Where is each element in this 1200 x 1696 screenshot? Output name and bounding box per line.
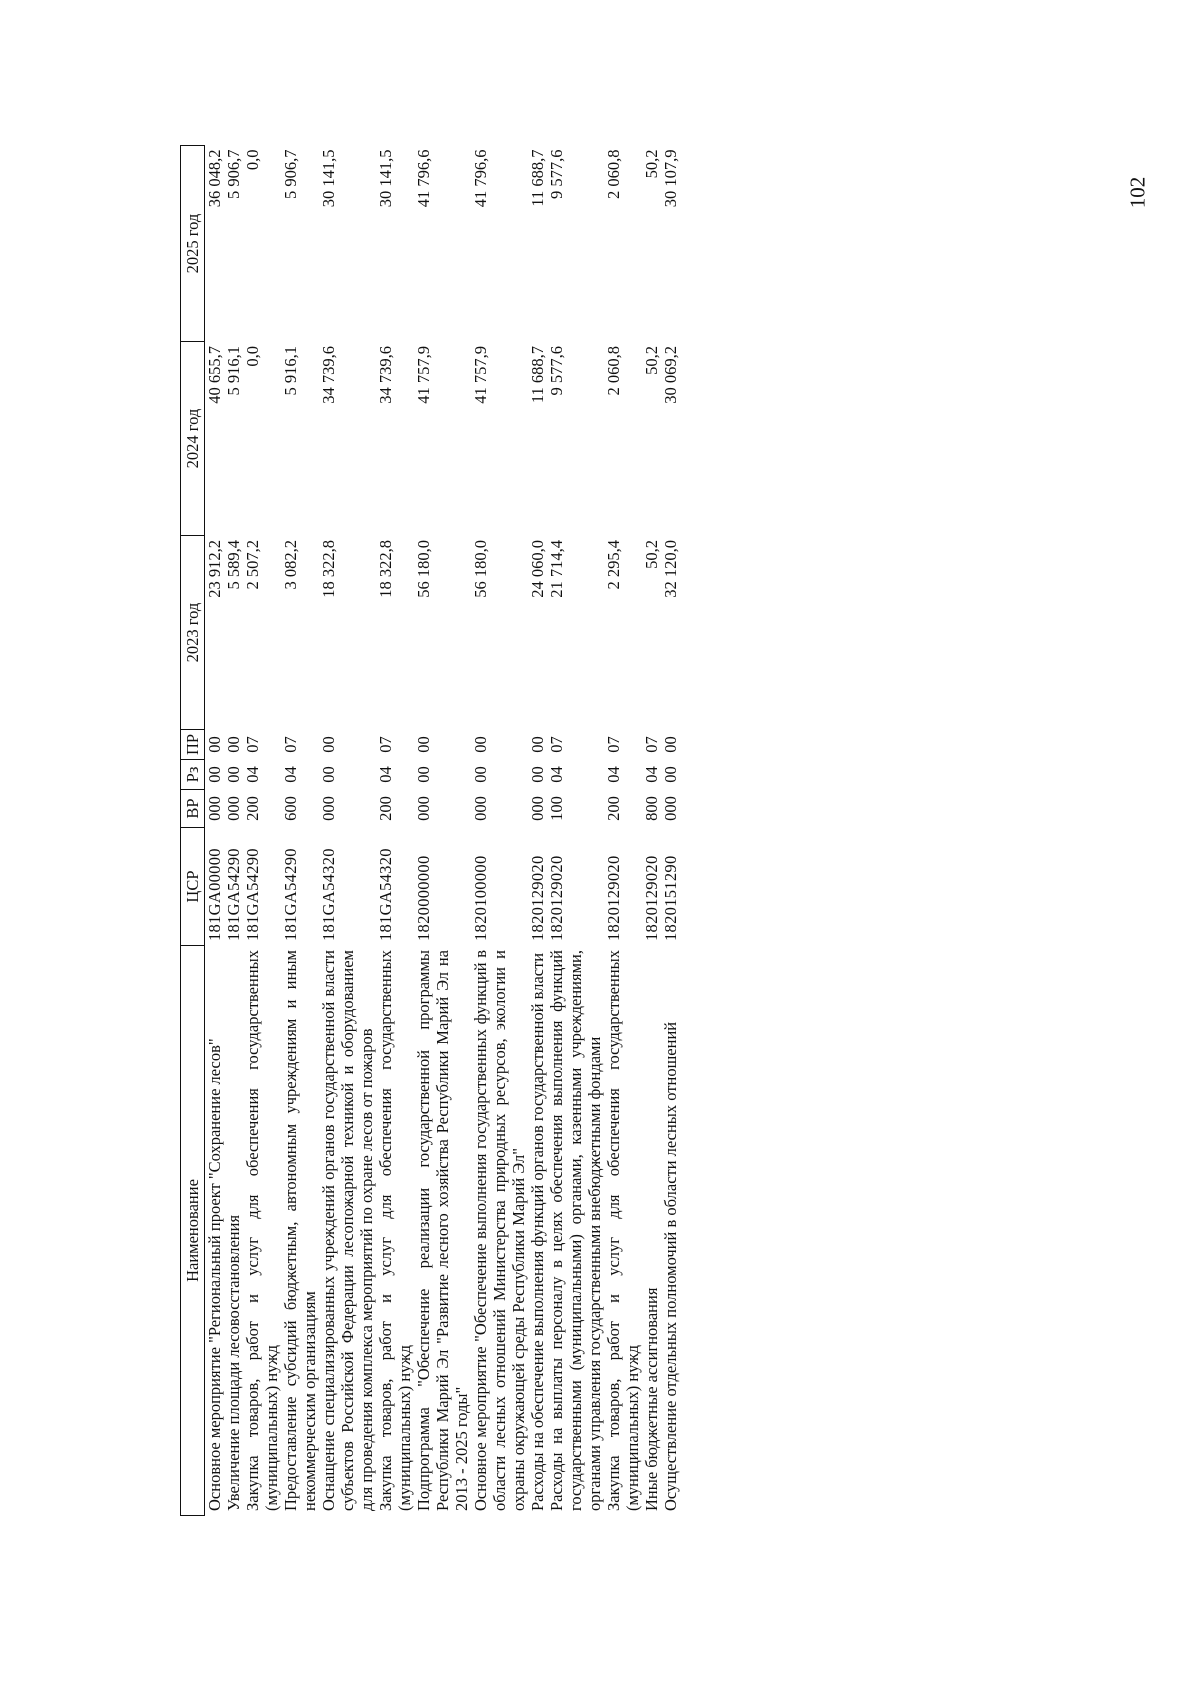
table-row (224, 146, 243, 1516)
row-2025: 50,2 (642, 149, 661, 179)
row-rz: 00 (205, 766, 224, 783)
table-row (376, 146, 414, 1516)
row-csr: 181GA00000 (205, 848, 224, 941)
row-2025: 30 141,5 (376, 149, 395, 208)
row-rz: 00 (224, 766, 243, 783)
row-2024: 41 757,9 (414, 346, 433, 404)
row-csr: 181GA54290 (243, 848, 262, 941)
row-2023: 18 322,8 (319, 540, 338, 598)
row-csr: 1820129020 (642, 855, 661, 941)
row-pr: 00 (224, 736, 243, 753)
row-2024: 11 688,7 (528, 346, 547, 404)
header-2024: 2024 год (181, 342, 205, 536)
row-rz: 04 (243, 766, 262, 783)
row-name: Закупка товаров, работ и услуг для обеспечения государственных (муниципальных) нужд (243, 950, 281, 1511)
table-row (642, 146, 661, 1516)
row-vr: 200 (604, 796, 623, 821)
table-row (205, 146, 225, 1516)
row-pr: 07 (642, 736, 661, 753)
row-2025: 5 906,7 (224, 149, 243, 199)
row-csr: 181GA54320 (319, 848, 338, 941)
row-vr: 000 (661, 796, 680, 821)
row-name: Расходы на выплаты персоналу в целях обеспечения выполнения функций государственными (муниципальными) органами, казенными учреждениями, органами управления государственными внебюджетными фондами (547, 950, 604, 1511)
row-rz: 04 (376, 766, 395, 783)
row-vr: 000 (528, 796, 547, 821)
row-2023: 18 322,8 (376, 540, 395, 598)
row-2024: 5 916,1 (224, 346, 243, 396)
row-2024: 2 060,8 (604, 346, 623, 396)
row-2024: 34 739,6 (319, 346, 338, 404)
row-name: Подпрограмма "Обеспечение реализации государственной программы Республики Марий Эл "Развитие лесного хозяйства Республики Марий Эл на 2013 - 2025 годы" (414, 950, 471, 1511)
row-2024: 40 655,7 (205, 346, 224, 404)
row-vr: 000 (205, 796, 224, 821)
table-row (661, 146, 680, 1516)
row-2025: 2 060,8 (604, 149, 623, 199)
page-number: 102 (1125, 176, 1150, 209)
row-rz: 00 (528, 766, 547, 783)
row-pr: 00 (471, 736, 490, 753)
row-vr: 600 (281, 796, 300, 821)
row-vr: 100 (547, 796, 566, 821)
row-rz: 04 (604, 766, 623, 783)
row-rz: 04 (642, 766, 661, 783)
rotated-table-container (180, 146, 1060, 1516)
table-row (319, 146, 376, 1516)
row-2023: 56 180,0 (471, 540, 490, 598)
row-2023: 32 120,0 (661, 540, 680, 598)
row-2025: 30 107,9 (661, 149, 680, 208)
table-row (528, 146, 547, 1516)
row-2023: 56 180,0 (414, 540, 433, 598)
row-name: Основное мероприятие "Обеспечение выполнения государственных функций в области лесных отношений Министерства природных ресурсов, экологии и охраны окружающей среды Республики Марий Эл" (471, 950, 528, 1511)
row-csr: 1820151290 (661, 855, 680, 941)
header-row (181, 146, 205, 1516)
row-pr: 07 (547, 736, 566, 753)
header-name: Наименование (181, 946, 205, 1516)
row-2024: 34 739,6 (376, 346, 395, 404)
row-2025: 9 577,6 (547, 149, 566, 199)
row-vr: 200 (243, 796, 262, 821)
table-header (181, 146, 205, 1516)
row-2024: 41 757,9 (471, 346, 490, 404)
row-vr: 000 (471, 796, 490, 821)
row-2023: 24 060,0 (528, 540, 547, 598)
row-2024: 9 577,6 (547, 346, 566, 396)
table-row (471, 146, 528, 1516)
row-pr: 07 (376, 736, 395, 753)
row-2025: 11 688,7 (528, 149, 547, 207)
row-2025: 5 906,7 (281, 149, 300, 199)
row-2023: 50,2 (642, 540, 661, 569)
row-name: Увеличение площади лесовосстановления (224, 1214, 243, 1511)
row-name: Иные бюджетные ассигнования (642, 1287, 661, 1511)
table-row (243, 146, 281, 1516)
row-2023: 3 082,2 (281, 540, 300, 590)
row-rz: 04 (547, 766, 566, 783)
row-rz: 00 (661, 766, 680, 783)
row-csr: 181GA54290 (281, 848, 300, 941)
row-rz: 04 (281, 766, 300, 783)
header-2023: 2023 год (181, 536, 205, 730)
row-2024: 0,0 (243, 346, 262, 367)
row-pr: 00 (528, 736, 547, 753)
table-row (547, 146, 604, 1516)
table-body (205, 146, 681, 1516)
header-rz: Рз (181, 760, 205, 790)
row-pr: 00 (205, 736, 224, 753)
row-name: Оснащение специализированных учреждений органов государственной власти субъектов Российской Федерации лесопожарной техникой и оборудованием для проведения комплекса мероприятий по охране лесов от пожаров (319, 950, 376, 1511)
row-name: Закупка товаров, работ и услуг для обеспечения государственных (муниципальных) нужд (376, 950, 414, 1511)
row-2025: 0,0 (243, 149, 262, 171)
row-name: Осуществление отдельных полномочий в области лесных отношений (661, 1021, 680, 1511)
row-2024: 5 916,1 (281, 346, 300, 396)
row-pr: 00 (319, 736, 338, 753)
row-2023: 21 714,4 (547, 540, 566, 598)
row-vr: 000 (319, 796, 338, 821)
header-2025: 2025 год (181, 146, 205, 342)
row-2023: 2 507,2 (243, 540, 262, 590)
row-csr: 1820000000 (414, 855, 433, 941)
row-name: Закупка товаров, работ и услуг для обеспечения государственных (муниципальных) нужд (604, 950, 642, 1511)
table-row (414, 146, 471, 1516)
row-pr: 00 (414, 736, 433, 753)
header-vr: ВР (181, 790, 205, 828)
row-vr: 800 (642, 796, 661, 821)
row-pr: 07 (604, 736, 623, 753)
row-2024: 30 069,2 (661, 346, 680, 404)
row-2025: 41 796,6 (414, 149, 433, 208)
header-pr: ПР (181, 730, 205, 760)
row-2025: 41 796,6 (471, 149, 490, 208)
table-row (281, 146, 319, 1516)
row-pr: 00 (661, 736, 680, 753)
row-2023: 2 295,4 (604, 540, 623, 590)
header-csr: ЦСР (181, 828, 205, 946)
row-2023: 23 912,2 (205, 540, 224, 598)
row-csr: 1820100000 (471, 855, 490, 941)
row-csr: 1820129020 (547, 855, 566, 941)
row-csr: 181GA54290 (224, 848, 243, 941)
row-name: Предоставление субсидий бюджетным, автономным учреждениям и иным некоммерческим организациям (281, 950, 319, 1511)
row-2024: 50,2 (642, 346, 661, 375)
row-csr: 181GA54320 (376, 848, 395, 941)
row-pr: 07 (243, 736, 262, 753)
row-rz: 00 (319, 766, 338, 783)
row-rz: 00 (471, 766, 490, 783)
row-vr: 200 (376, 796, 395, 821)
row-2025: 36 048,2 (205, 149, 224, 208)
row-pr: 07 (281, 736, 300, 753)
row-csr: 1820129020 (528, 855, 547, 941)
row-name: Основное мероприятие "Региональный проект "Сохранение лесов" (205, 1038, 224, 1511)
table-row (604, 146, 642, 1516)
row-vr: 000 (224, 796, 243, 821)
row-vr: 000 (414, 796, 433, 821)
row-name: Расходы на обеспечение выполнения функций органов государственной власти (528, 952, 547, 1511)
row-2025: 30 141,5 (319, 149, 338, 208)
row-2023: 5 589,4 (224, 540, 243, 590)
row-csr: 1820129020 (604, 855, 623, 941)
row-rz: 00 (414, 766, 433, 783)
budget-table (180, 145, 680, 1516)
